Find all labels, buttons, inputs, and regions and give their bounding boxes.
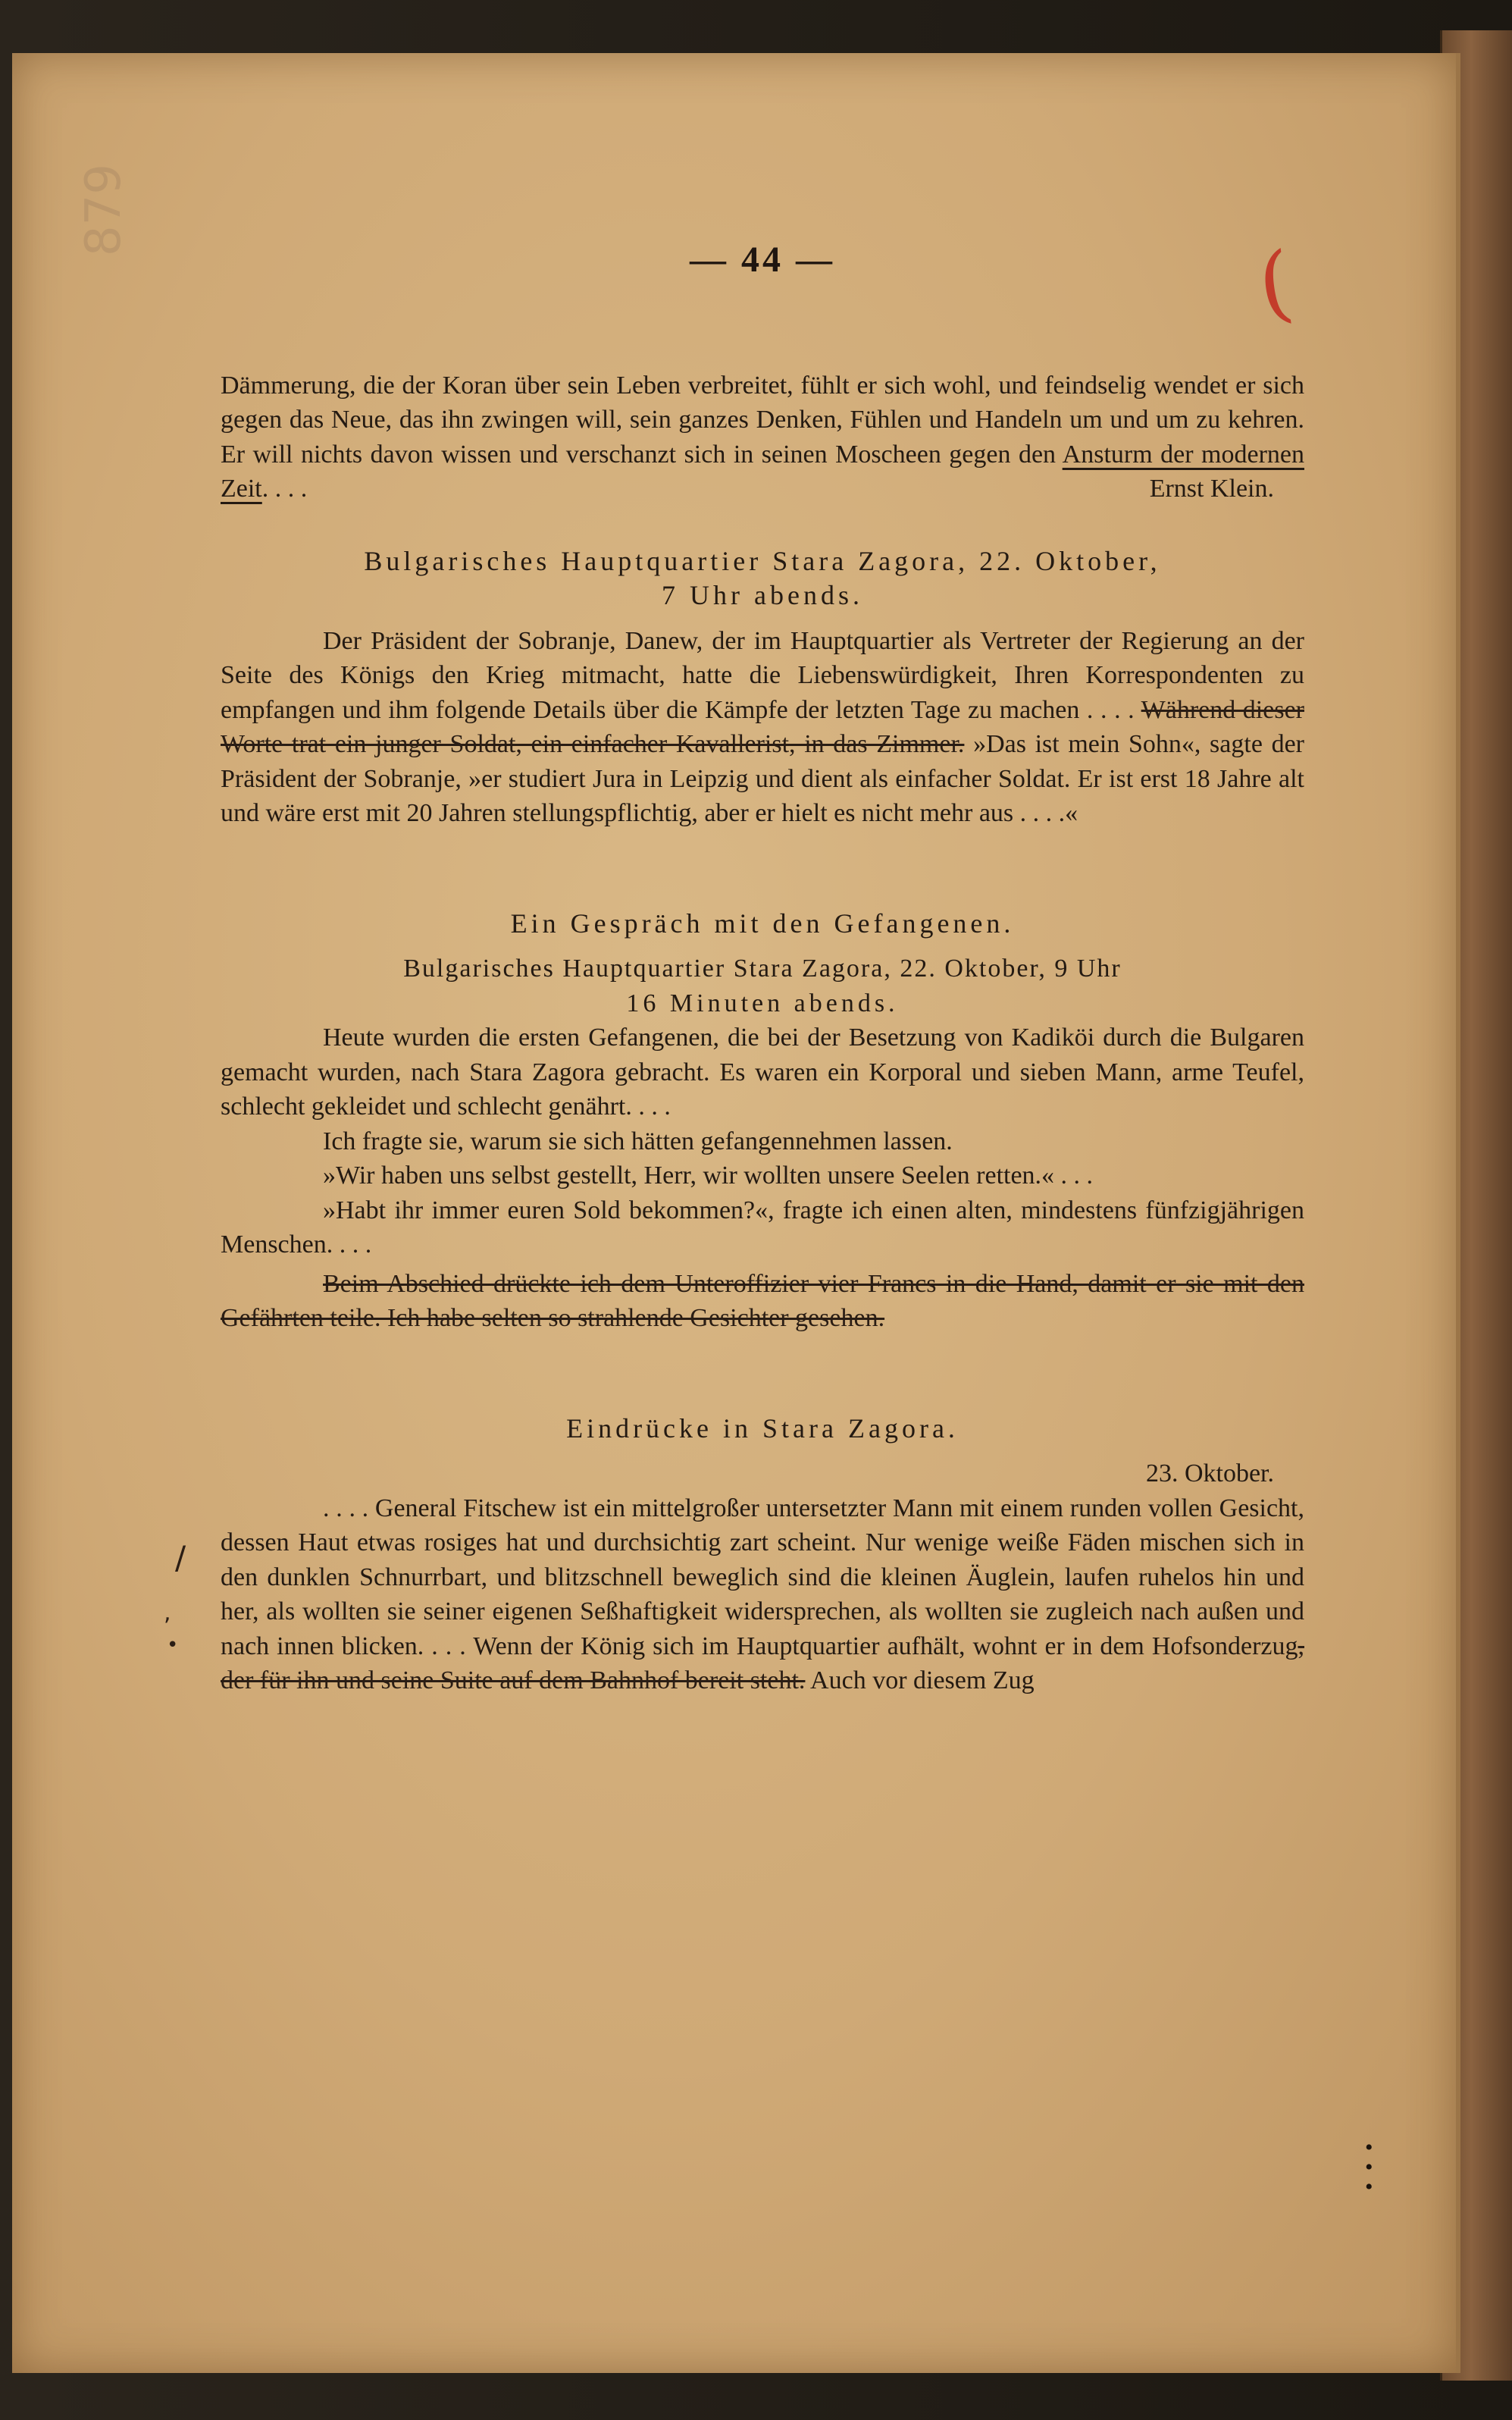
section1-paragraph	[221, 624, 1304, 831]
book-page	[12, 53, 1460, 2373]
section1-struck-text: Während dieser Worte trat ein junger Soldat, ein einfacher Kavallerist, in das Zimmer.	[221, 695, 1304, 758]
underlined-phrase: Ansturm der modernen Zeit	[221, 440, 1304, 503]
opening-paragraph	[221, 368, 1304, 506]
page-number: — 44 —	[690, 240, 835, 280]
margin-dot-mark-icon: •	[167, 1634, 179, 1657]
opening-ellipsis: . . . .	[261, 475, 308, 503]
section2-title: Ein Gespräch mit den Gefangenen.	[510, 908, 1015, 939]
section2-paragraph-3: »Wir haben uns selbst gestellt, Herr, wir wollten unsere Seelen retten.« . . .	[323, 1161, 1094, 1190]
section2-struck-paragraph: Beim Abschied drückte ich dem Unteroffizier vier Francs in die Hand, damit er sie mit den Gefährten teile. Ich habe selten so strahlende Gesichter gesehen.	[221, 1269, 1304, 1332]
page-text-block	[221, 240, 1304, 1698]
section3-title: Eindrücke in Stara Zagora.	[566, 1412, 959, 1444]
section3-date: 23. Oktober.	[1145, 1459, 1274, 1487]
margin-slash-mark-icon: /	[175, 1539, 186, 1576]
section2-dateline-line2: 16 Minuten abends.	[626, 989, 899, 1017]
section2-dateline-line1: Bulgarisches Hauptquartier Stara Zagora, 22. Oktober, 9 Uhr	[403, 955, 1122, 983]
section3-paragraph	[221, 1491, 1304, 1698]
section3-tail-text: Auch vor diesem Zug	[810, 1666, 1035, 1694]
section1-rest-text: »Das ist mein Sohn«, sagte der Präsident der Sobranje, »er studiert Jura in Leipzig und dient als einfacher Soldat. Er ist erst 18 Jahre alt und wäre erst mit 20 Jahren stellungspflichtig, aber er hielt es nicht mehr aus . . . .«	[221, 730, 1304, 827]
opening-text: Dämmerung, die der Koran über sein Leben verbreitet, fühlt er sich wohl, und feindselig wendet er sich gegen das Neue, das ihn zwingen will, sein ganzes Denken, Fühlen und Handeln um und um zu kehren. Er will nichts davon wissen und verschanzt sich in seinen Moscheen gegen den	[221, 371, 1304, 469]
faded-library-stamp-icon: 879	[76, 163, 133, 257]
red-pencil-mark: (	[1252, 233, 1298, 334]
section2-paragraph-2: Ich fragte sie, warum sie sich hätten gefangennehmen lassen.	[323, 1127, 953, 1155]
section3-text: . . . . General Fitschew ist ein mittelgroßer untersetzter Mann mit einem runden vollen Gesicht, dessen Haut etwas rosiges hat und durchsichtig zart scheint. Nur wenige weiße Fäden mischen sich in den dunklen Schnurrbart, und blitzschnell beweglich sind die kleinen Äuglein, laufen ruhelos hin und her, als wollten sie seiner eigenen Seßhaftigkeit widersprechen, als wollten sie zugleich nach außen und nach innen blicken. . . . Wenn der König sich im Hauptquartier aufhält, wohnt er in dem Hofsonderzug	[221, 1494, 1304, 1660]
section1-intro-text: Der Präsident der Sobranje, Danew, der im Hauptquartier als Vertreter der Regierung an der Seite des Königs den Krieg mitmacht, hatte die Liebenswürdigkeit, Ihren Korrespondenten zu empfangen und ihm folgende Details über die Kämpfe der letzten Tage zu machen . . . .	[221, 626, 1304, 724]
section1-dateline-line2: 7 Uhr abends.	[662, 580, 863, 610]
margin-dots-icon: • • •	[1365, 2135, 1373, 2199]
margin-comma-mark-icon: ,	[164, 1600, 171, 1626]
section2-dateline	[221, 951, 1304, 1020]
section2-paragraph-4: »Habt ihr immer euren Sold bekommen?«, fragte ich einen alten, mindestens fünfzigjährigen Menschen. . . .	[221, 1196, 1304, 1259]
section3-struck-text: , der für ihn und seine Suite auf dem Bahnhof bereit steht.	[221, 1632, 1304, 1694]
section1-dateline-line1: Bulgarisches Hauptquartier Stara Zagora, 22. Oktober,	[364, 545, 1161, 576]
section2-paragraph-1: Heute wurden die ersten Gefangenen, die bei der Besetzung von Kadiköi durch die Bulgaren gemacht wurden, nach Stara Zagora gebracht. Es waren ein Korporal und sieben Mann, arme Teufel, schlecht gekleidet und schlecht genährt. . . .	[221, 1023, 1304, 1121]
author-signature: Ernst Klein.	[1149, 475, 1274, 503]
section1-dateline	[221, 544, 1304, 613]
